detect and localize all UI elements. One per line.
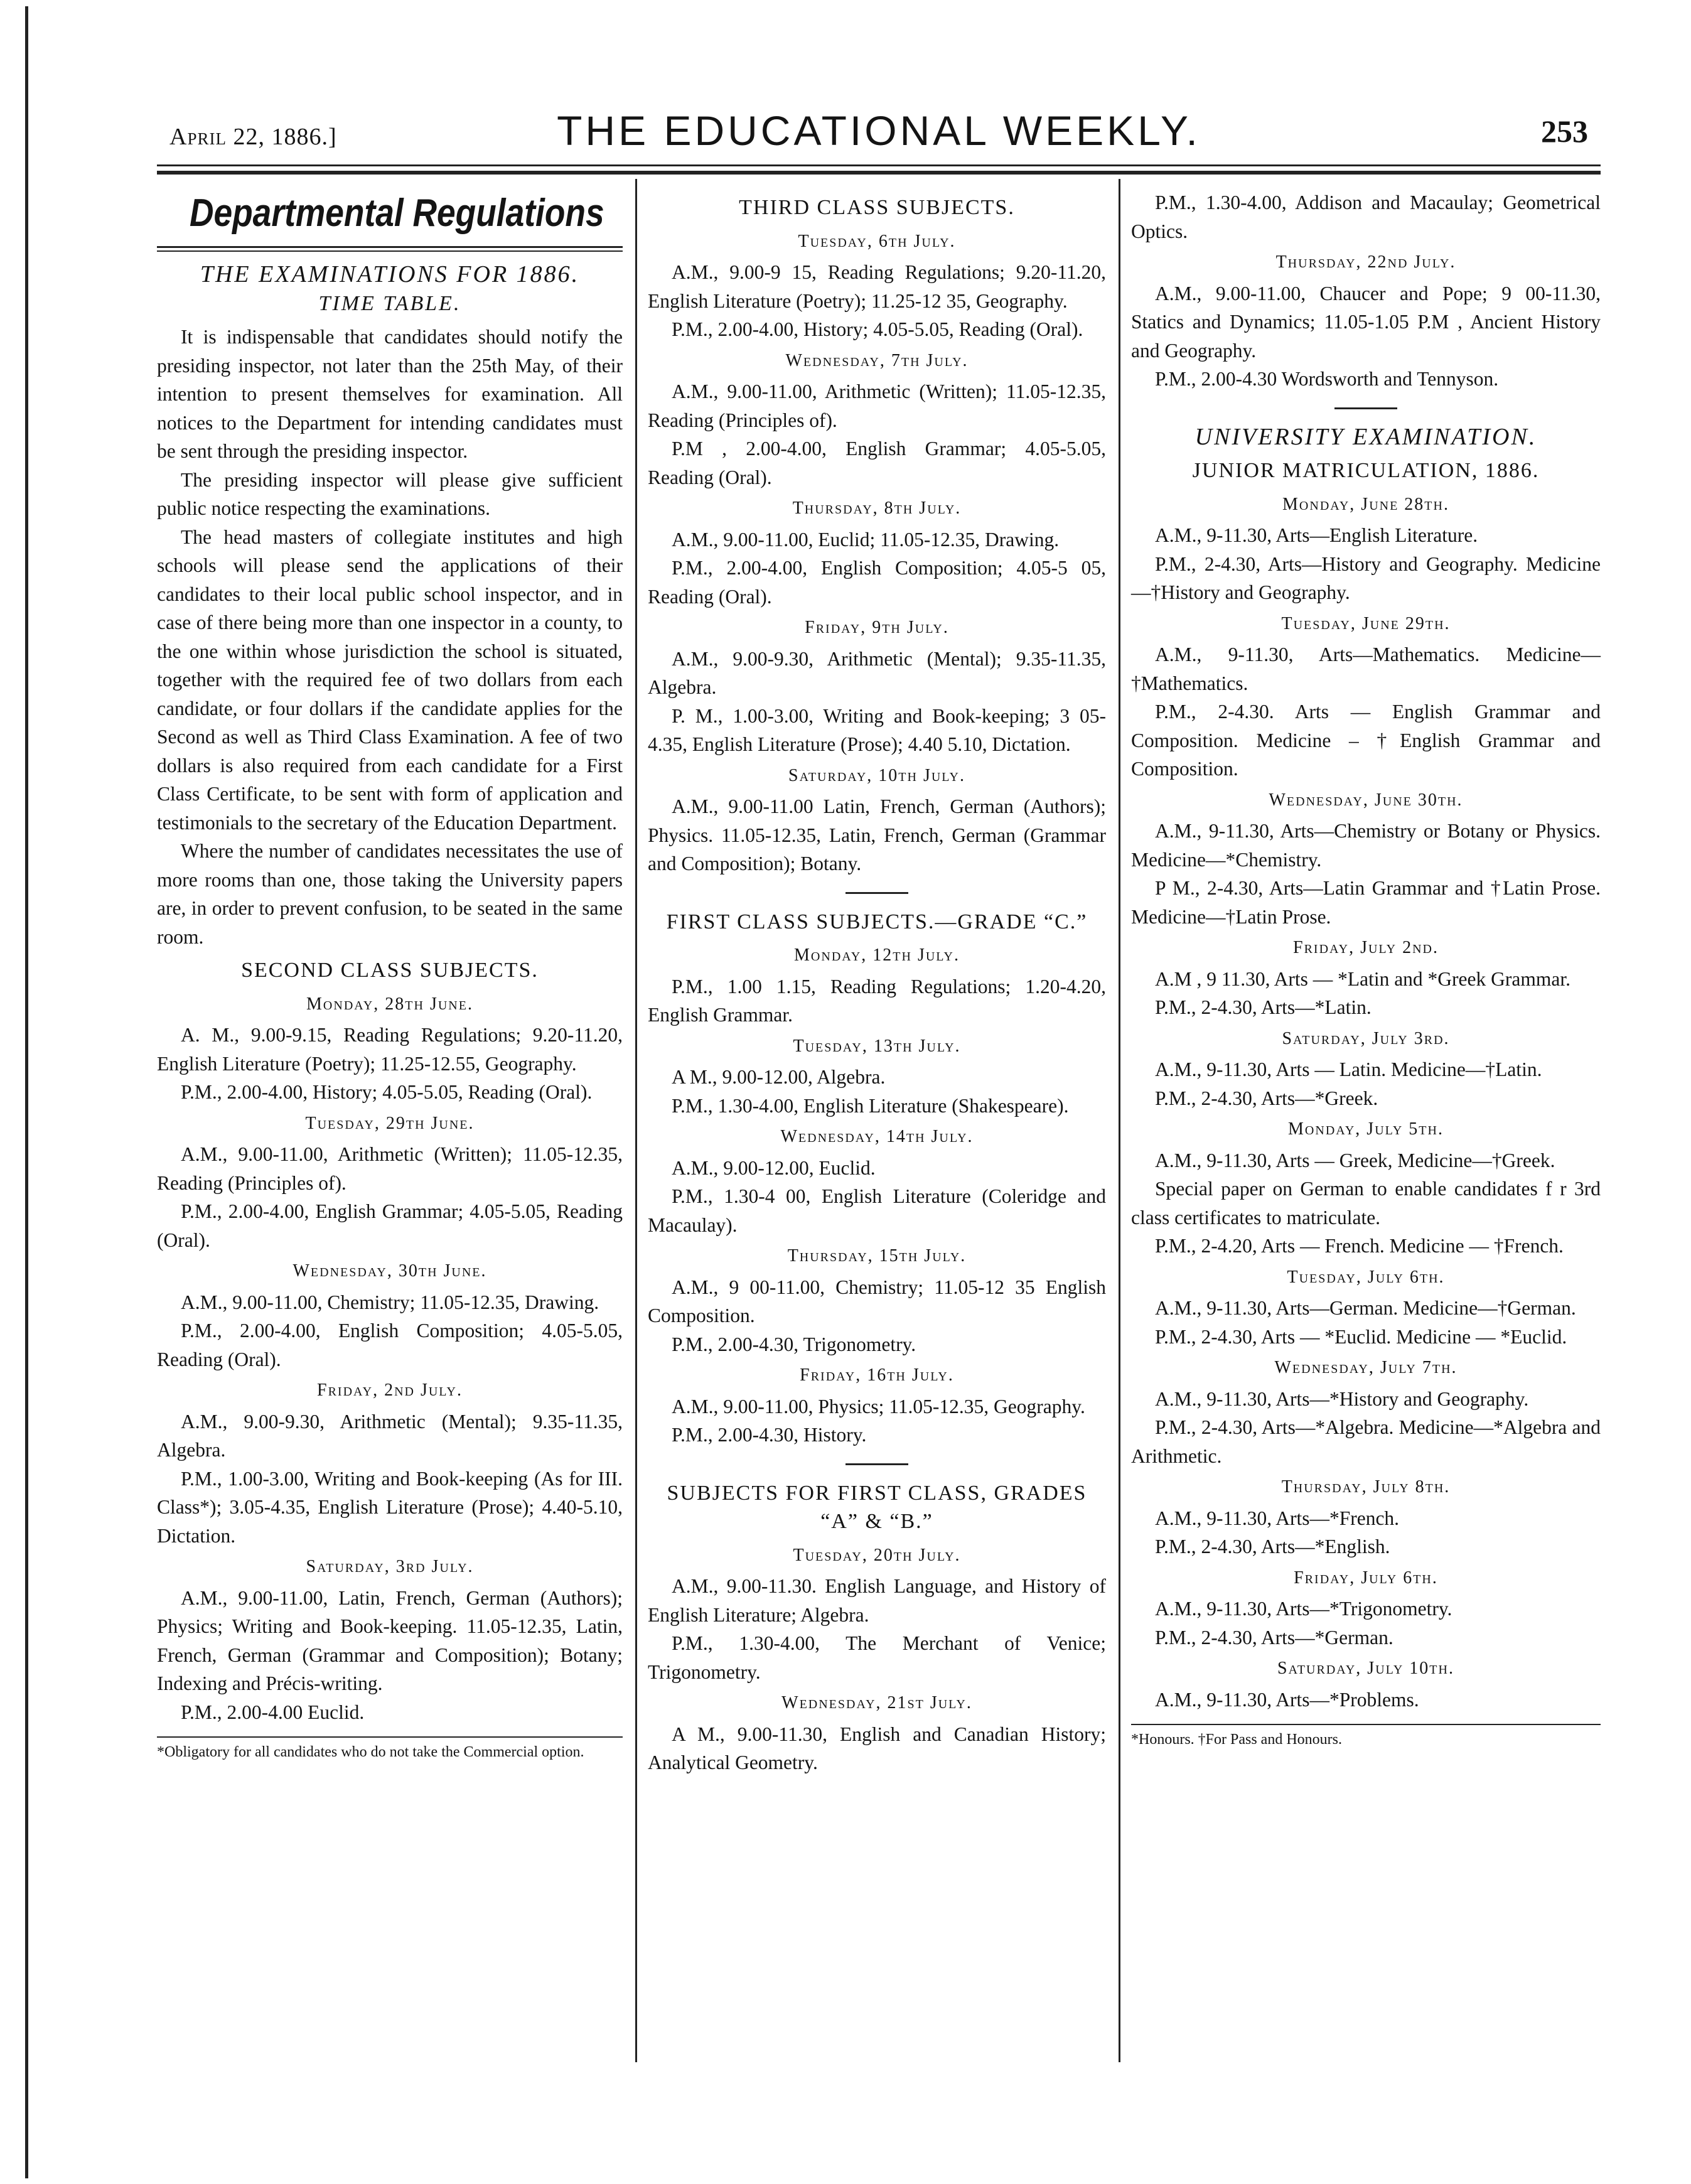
schedule-entry: P.M., 2.00-4.30, Trigonometry. — [672, 1333, 916, 1355]
day-heading: Friday, 2nd July. — [317, 1380, 463, 1400]
day-heading: Wednesday, June 30th. — [1269, 790, 1463, 810]
page-header — [157, 107, 1601, 163]
schedule-entry: A.M., 9.00-12.00, Euclid. — [672, 1156, 876, 1179]
schedule-entry: A.M., 9.00-11.00, Euclid; 11.05-12.35, Drawing. — [672, 528, 1060, 551]
schedule-entry: A.M., 9-11.30, Arts—German. Medicine—†German. — [1155, 1297, 1576, 1319]
binding-edge — [25, 6, 28, 2178]
schedule-entry: A.M., 9.00-11.00, Chemistry; 11.05-12.35, Drawing. — [181, 1291, 599, 1313]
schedule-entry: A.M., 9-11.30, Arts — Latin. Medicine—†Latin. — [1155, 1058, 1542, 1080]
paragraph: Where the number of candidates necessitates the use of more rooms than one, those taking the University papers are, in order to prevent confusion, to be seated in the same room. — [157, 840, 623, 948]
schedule-entry: A M., 9.00-11.30, English and Canadian History; Analytical Geometry. — [648, 1723, 1106, 1773]
intro-paragraphs — [157, 323, 623, 951]
day-heading: Monday, 12th July. — [794, 945, 960, 965]
header-rule-top — [157, 164, 1601, 166]
paragraph: It is indispensable that candidates should notify the presiding inspector, not later than the 25th May, of their intention to present themselves for examination. All notices to the Department for intending candidates must be sent through the presiding inspector. — [157, 326, 623, 462]
junior-matriculation-title: JUNIOR MATRICULATION, 1886. — [1192, 459, 1540, 482]
day-heading: Monday, June 28th. — [1282, 494, 1449, 514]
day-heading: Saturday, July 10th. — [1277, 1659, 1454, 1678]
schedule-entry: A.M., 9.00-11.00, Latin, French, German (Authors); Physics; Writing and Book-keeping. 11.05-12.35, Latin, French, German (Grammar and Composition); Botany; Indexing and Précis-writing. — [157, 1586, 623, 1694]
section-rule — [846, 892, 908, 894]
column-divider-2 — [1119, 179, 1120, 2062]
schedule-entry: A.M., 9.00-11.00, Chaucer and Pope; 9 00-11.30, Statics and Dynamics; 11.05-1.05 P.M , Ancient History and Geography. — [1131, 282, 1601, 362]
schedule-entry: A.M., 9-11.30, Arts—*French. — [1155, 1507, 1400, 1529]
schedule-entry: A.M., 9.00-11.00 Latin, French, German (Authors); Physics. 11.05-12.35, Latin, French, German (Grammar and Composition); Botany. — [648, 795, 1106, 874]
section-rule — [1334, 407, 1397, 409]
section-rule — [846, 1463, 908, 1465]
schedule-entry: Special paper on German to enable candidates f r 3rd class certificates to matriculate. — [1131, 1178, 1601, 1229]
column-1 — [157, 188, 623, 1762]
footnote: *Honours. †For Pass and Honours. — [1131, 1731, 1342, 1748]
schedule-entry: P. M., 1.00-3.00, Writing and Book-keeping; 3 05-4.35, English Literature (Prose); 4.40 5.10, Dictation. — [648, 704, 1106, 755]
schedule-entry: A.M., 9.00-11.00, Arithmetic (Written); 11.05-12.35, Reading (Principles of). — [157, 1143, 623, 1194]
third-class-title: THIRD CLASS SUBJECTS. — [739, 196, 1015, 219]
schedule-entry: P.M., 2-4.30, Arts—History and Geography. Medicine—†History and Geography. — [1131, 552, 1601, 603]
column-divider-1 — [635, 179, 637, 2062]
column-3 — [1131, 188, 1601, 1749]
column-2 — [648, 188, 1106, 1777]
schedule-entry: P.M., 2-4.30, Arts—*Latin. — [1155, 996, 1372, 1018]
day-heading: Tuesday, July 6th. — [1287, 1267, 1445, 1287]
schedule-entry: A.M., 9.00-11.30. English Language, and History of English Literature; Algebra. — [648, 1575, 1106, 1626]
schedule-entry: P.M., 2-4.20, Arts — French. Medicine — †French. — [1155, 1235, 1564, 1257]
schedule-entry: P.M., 2.00-4.00, History; 4.05-5.05, Reading (Oral). — [672, 318, 1083, 340]
first-class-c-title: FIRST CLASS SUBJECTS.—GRADE “C.” — [666, 910, 1088, 933]
day-heading: Thursday, July 8th. — [1281, 1477, 1451, 1497]
schedule-entry: A.M., 9-11.30, Arts—*Trigonometry. — [1155, 1598, 1452, 1620]
schedule-entry: P.M , 2.00-4.00, English Grammar; 4.05-5.05, Reading (Oral). — [648, 438, 1106, 488]
university-schedule — [1131, 490, 1601, 1714]
header-rule-bottom — [157, 171, 1601, 175]
day-heading: Wednesday, 30th June. — [293, 1261, 487, 1281]
schedule-entry: P.M., 1.30-4.00, Addison and Macaulay; Geometrical Optics. — [1131, 191, 1601, 242]
day-heading: Wednesday, July 7th. — [1274, 1358, 1457, 1377]
schedule-entry: P.M., 2.00-4.00, History; 4.05-5.05, Reading (Oral). — [181, 1081, 593, 1103]
day-heading: Thursday, 8th July. — [792, 498, 962, 518]
day-heading: Saturday, July 3rd. — [1282, 1028, 1450, 1048]
day-heading: Saturday, 3rd July. — [306, 1557, 474, 1576]
publication-title: THE EDUCATIONAL WEEKLY. — [557, 107, 1201, 154]
schedule-entry: P.M., 2-4.30, Arts—*English. — [1155, 1536, 1390, 1557]
schedule-entry: P.M., 1.30-4.00, The Merchant of Venice; Trigonometry. — [648, 1632, 1106, 1683]
day-heading: Monday, July 5th. — [1288, 1119, 1444, 1139]
schedule-entry: A.M., 9 00-11.00, Chemistry; 11.05-12 35 English Composition. — [648, 1276, 1106, 1326]
day-heading: Tuesday, 29th June. — [305, 1113, 475, 1133]
day-heading: Friday, July 6th. — [1294, 1568, 1438, 1588]
paragraph: The presiding inspector will please give sufficient public notice respecting the examinations. — [157, 468, 623, 519]
schedule-entry: P.M., 2.00-4.30, History. — [672, 1424, 867, 1446]
schedule-entry: P.M., 1.00 1.15, Reading Regulations; 1.20-4.20, English Grammar. — [648, 975, 1106, 1026]
schedule-entry: P.M., 1.30-4 00, English Literature (Coleridge and Macaulay). — [648, 1185, 1106, 1236]
day-heading: Friday, July 2nd. — [1293, 938, 1439, 957]
schedule-entry: A. M., 9.00-9.15, Reading Regulations; 9.20-11.20, English Literature (Poetry); 11.25-12.55, Geography. — [157, 1024, 623, 1075]
schedule-entry: A.M., 9-11.30, Arts — Greek, Medicine—†Greek. — [1155, 1149, 1555, 1171]
day-heading: Wednesday, 7th July. — [785, 350, 969, 370]
day-heading: Friday, 16th July. — [800, 1365, 954, 1385]
exam-title: THE EXAMINATIONS FOR 1886. — [200, 261, 580, 288]
schedule-entry: P.M., 1.30-4.00, English Literature (Shakespeare). — [672, 1094, 1069, 1117]
schedule-entry: P.M., 2.00-4.30 Wordsworth and Tennyson. — [1155, 368, 1499, 390]
first-class-ab-schedule — [648, 1541, 1106, 1777]
schedule-entry: A.M., 9-11.30, Arts—Mathematics. Medicine—†Mathematics. — [1131, 643, 1601, 694]
schedule-entry: A.M., 9.00-11.00, Physics; 11.05-12.35, Geography. — [672, 1395, 1085, 1417]
continued-schedule — [1131, 188, 1601, 394]
schedule-entry: P.M., 2.00-4.00, English Composition; 4.05-5.05, Reading (Oral). — [157, 1320, 623, 1370]
schedule-entry: A M., 9.00-12.00, Algebra. — [672, 1066, 886, 1088]
schedule-entry: A.M., 9.00-9.30, Arithmetic (Mental); 9.35-11.35, Algebra. — [648, 647, 1106, 698]
schedule-entry: P M., 2-4.30, Arts—Latin Grammar and †Latin Prose. Medicine—†Latin Prose. — [1131, 877, 1601, 928]
first-class-c-schedule — [648, 941, 1106, 1450]
schedule-entry: P.M., 2.00-4.00 Euclid. — [181, 1701, 365, 1723]
schedule-entry: P.M., 1.00-3.00, Writing and Book-keeping (As for III. Class*); 3.05-4.35, English Literature (Prose); 4.40-5.10, Dictation. — [157, 1467, 623, 1547]
day-heading: Tuesday, 20th July. — [793, 1545, 961, 1565]
second-class-schedule — [157, 990, 623, 1727]
title-rule — [157, 246, 623, 248]
schedule-entry: A.M , 9 11.30, Arts — *Latin and *Greek Grammar. — [1155, 967, 1570, 990]
page-number: 253 — [1541, 114, 1588, 149]
footnote-rule — [1131, 1724, 1601, 1725]
schedule-entry: A.M., 9.00-9.30, Arithmetic (Mental); 9.35-11.35, Algebra. — [157, 1410, 623, 1461]
day-heading: Wednesday, 21st July. — [781, 1693, 972, 1713]
day-heading: Tuesday, June 29th. — [1281, 613, 1451, 633]
schedule-entry: P.M., 2.00-4.00, English Grammar; 4.05-5.05, Reading (Oral). — [157, 1200, 623, 1251]
schedule-entry: P.M., 2-4.30, Arts—*Greek. — [1155, 1087, 1378, 1109]
footnote: *Obligatory for all candidates who do not take the Commercial option. — [157, 1744, 584, 1760]
day-heading: Friday, 9th July. — [805, 618, 949, 637]
day-heading: Thursday, 22nd July. — [1275, 252, 1456, 272]
schedule-entry: A.M., 9-11.30, Arts—*Problems. — [1155, 1688, 1419, 1711]
schedule-entry: P.M., 2-4.30, Arts—*German. — [1155, 1626, 1393, 1649]
issue-date: April 22, 1886.] — [169, 124, 337, 150]
day-heading: Tuesday, 6th July. — [798, 231, 956, 251]
schedule-entry: P.M., 2.00-4.00, English Composition; 4.05-5 05, Reading (Oral). — [648, 557, 1106, 608]
schedule-entry: P.M., 2-4.30, Arts—*Algebra. Medicine—*Algebra and Arithmetic. — [1131, 1416, 1601, 1467]
third-class-schedule — [648, 227, 1106, 878]
day-heading: Monday, 28th June. — [306, 994, 473, 1014]
department-title: Departmental Regulations — [189, 191, 604, 235]
schedule-entry: P.M., 2-4.30, Arts — *Euclid. Medicine — *Euclid. — [1155, 1325, 1567, 1348]
first-class-ab-title: SUBJECTS FOR FIRST CLASS, GRADES “A” & “B.” — [667, 1481, 1087, 1533]
university-title: UNIVERSITY EXAMINATION. — [1194, 423, 1537, 450]
title-rule-thin — [157, 250, 623, 252]
schedule-entry: A.M., 9.00-9 15, Reading Regulations; 9.20-11.20, English Literature (Poetry); 11.25-12 35, Geography. — [648, 261, 1106, 312]
day-heading: Tuesday, 13th July. — [793, 1036, 961, 1056]
paragraph: The head masters of collegiate institutes and high schools will please send the applications of their candidates to their local public school inspector, and in case of there being more than one inspector in a county, to the one within whose jurisdiction the school is situated, together with the required fee of two dollars from each candidate, or four dollars if the candidate applies for the Second as well as Third Class Examination. A fee of two dollars is also required from each candidate for a First Class Certificate, to be sent with form of application and testimonials to the secretary of the Education Department. — [157, 525, 623, 834]
day-heading: Wednesday, 14th July. — [780, 1127, 974, 1146]
footnote-rule — [157, 1736, 623, 1738]
schedule-entry: P.M., 2-4.30. Arts — English Grammar and Composition. Medicine – †English Grammar and Composition. — [1131, 701, 1601, 780]
schedule-entry: A.M., 9-11.30, Arts—English Literature. — [1155, 524, 1478, 546]
schedule-entry: A.M., 9-11.30, Arts—*History and Geography. — [1155, 1387, 1529, 1410]
second-class-title: SECOND CLASS SUBJECTS. — [241, 959, 539, 982]
day-heading: Saturday, 10th July. — [788, 765, 965, 785]
day-heading: Thursday, 15th July. — [787, 1246, 967, 1266]
schedule-entry: A.M., 9.00-11.00, Arithmetic (Written); 11.05-12.35, Reading (Principles of). — [648, 380, 1106, 431]
time-table-title: TIME TABLE. — [318, 291, 461, 315]
schedule-entry: A.M., 9-11.30, Arts—Chemistry or Botany or Physics. Medicine—*Chemistry. — [1131, 820, 1601, 871]
